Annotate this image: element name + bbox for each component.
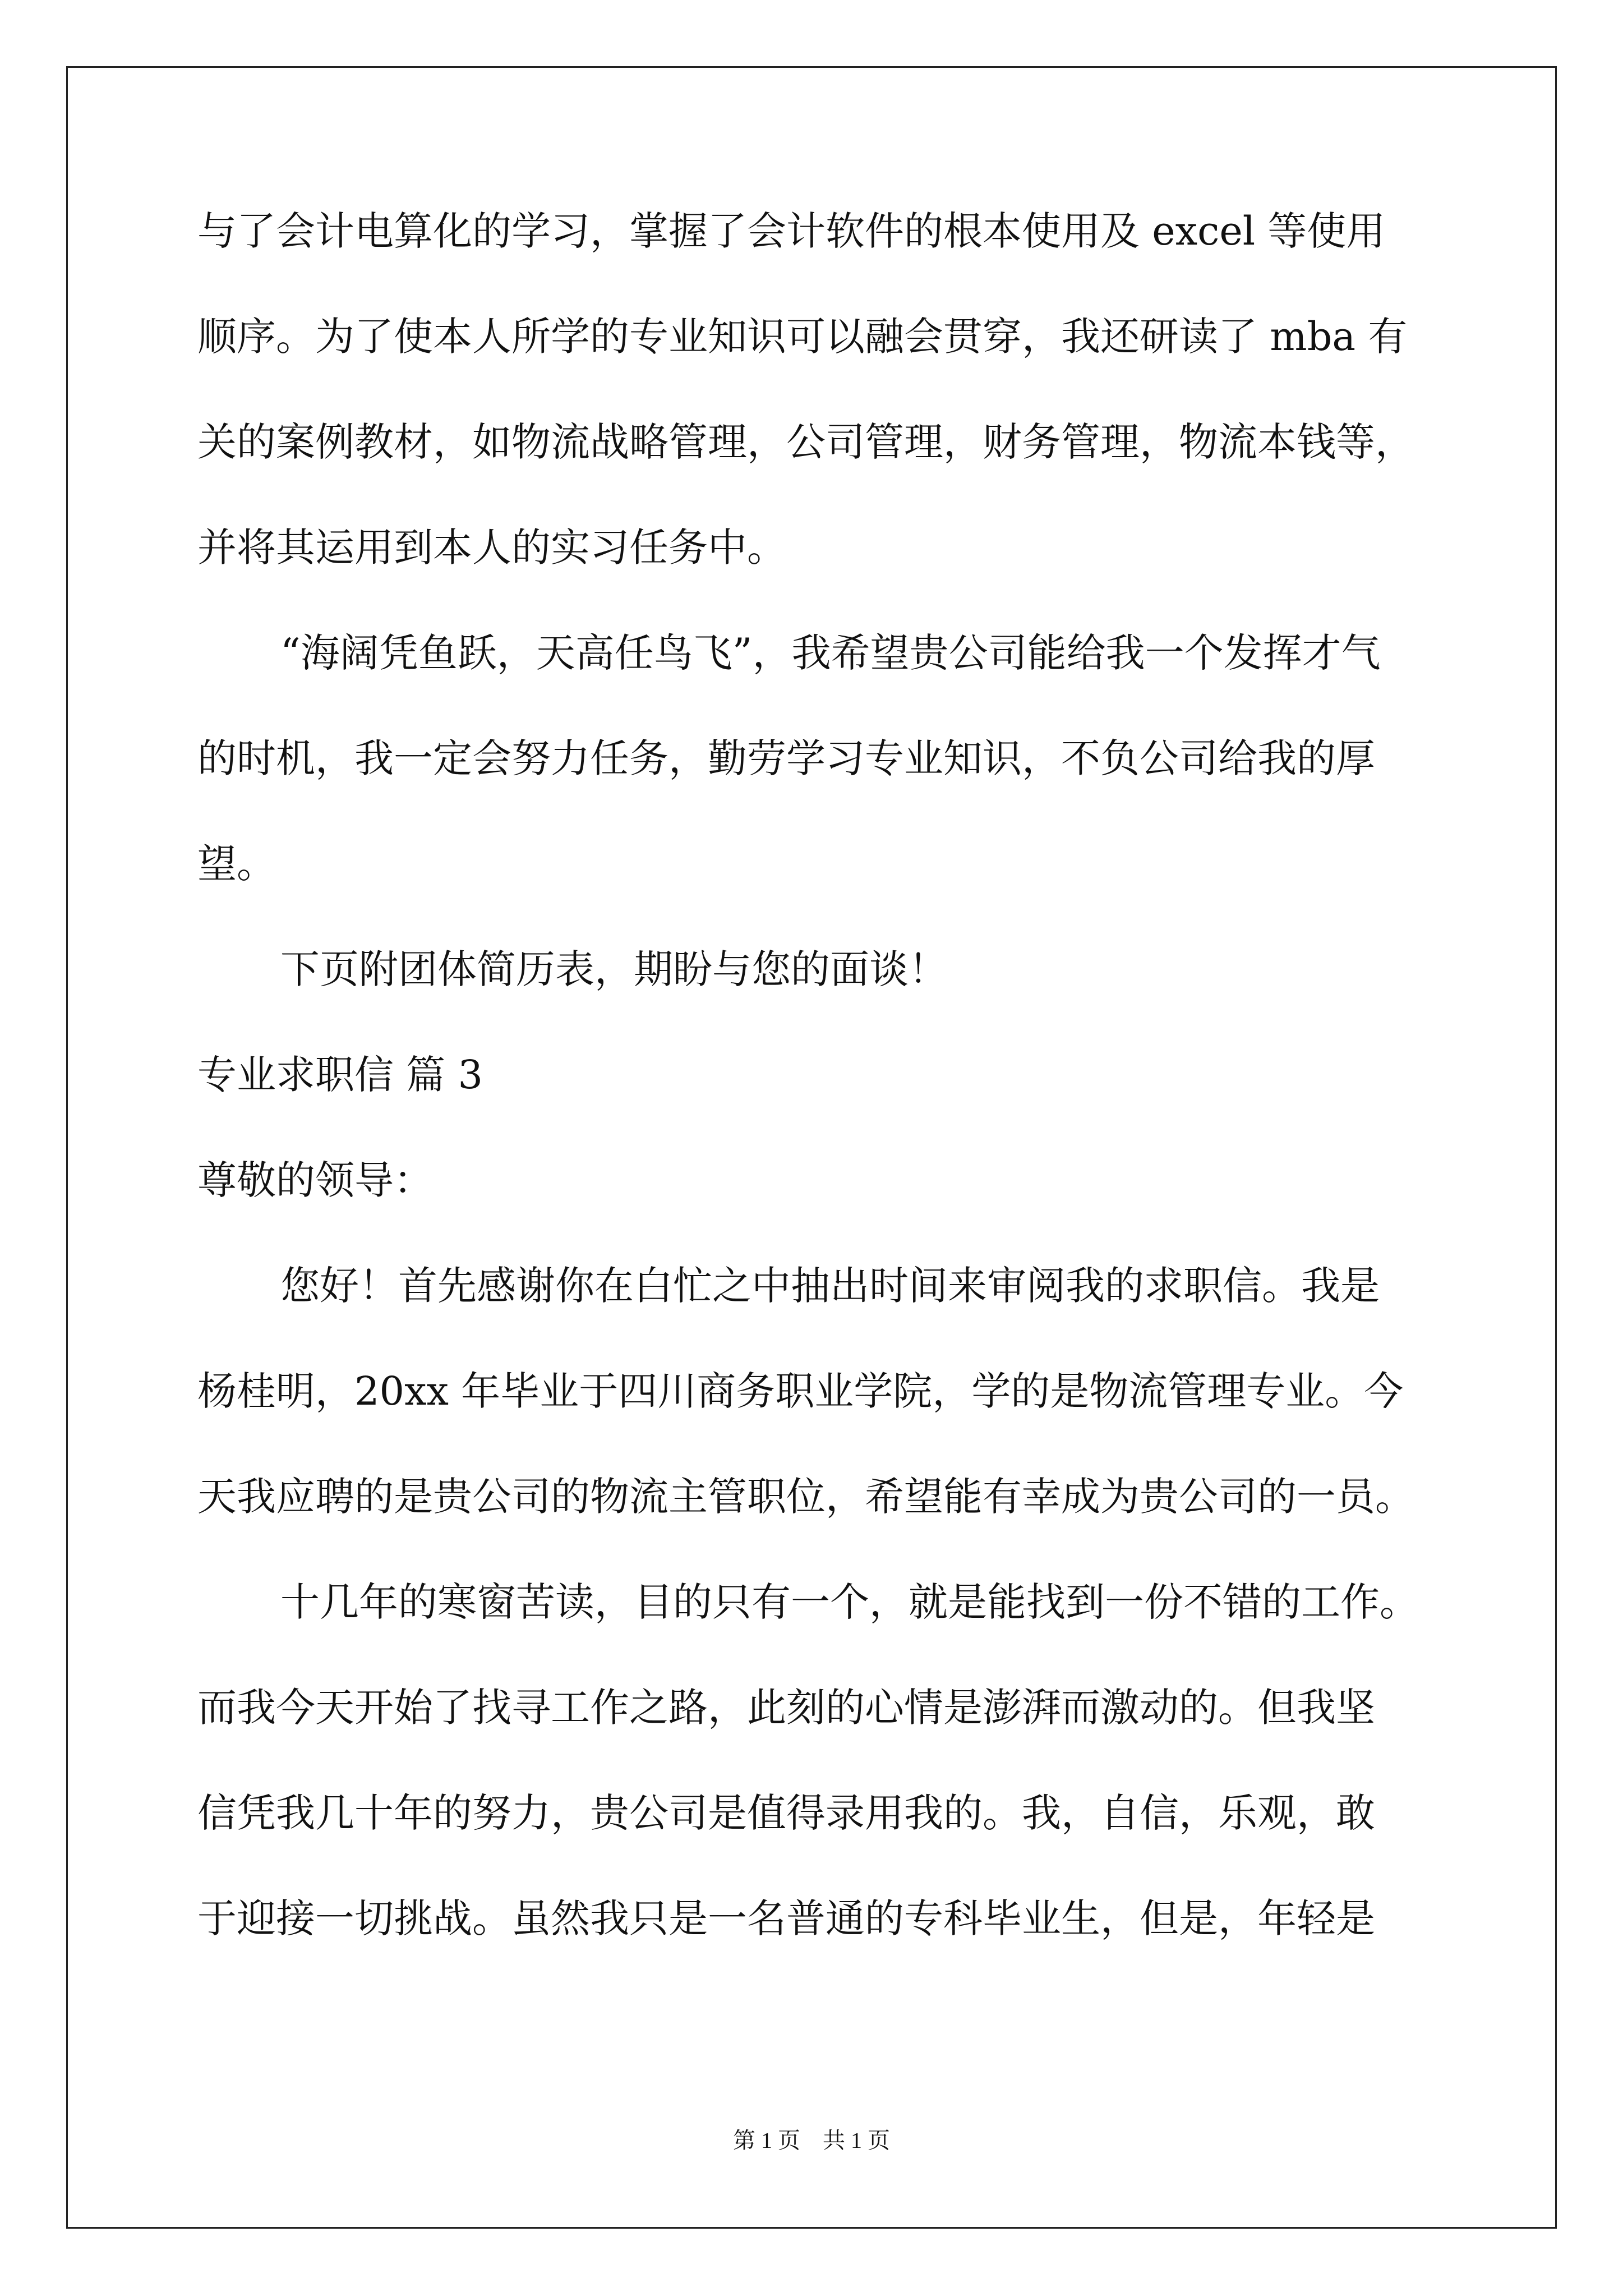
- section-heading: 专业求职信 篇 3: [197, 1052, 483, 1098]
- text-line: 望。: [197, 841, 276, 887]
- text-line: 顺序。为了使本人所学的专业知识可以融会贯穿，我还研读了 mba 有: [197, 314, 1408, 360]
- text-line: 关的案例教材，如物流战略管理，公司管理，财务管理，物流本钱等，: [197, 419, 1414, 465]
- page-number-footer: 第 1 页 共 1 页: [733, 2128, 890, 2153]
- text-line: 而我今天开始了找寻工作之路，此刻的心情是澎湃而激动的。但我坚: [197, 1685, 1375, 1731]
- salutation: 尊敬的领导：: [197, 1157, 433, 1203]
- text-line: 并将其运用到本人的实习任务中。: [197, 524, 786, 570]
- text-line: 十几年的寒窗苦读，目的只有一个，就是能找到一份不错的工作。: [280, 1579, 1419, 1625]
- text-line: 的时机，我一定会努力任务，勤劳学习专业知识，不负公司给我的厚: [197, 735, 1375, 781]
- text-line: 杨桂明，20xx 年毕业于四川商务职业学院，学的是物流管理专业。今: [197, 1368, 1404, 1414]
- text-line: 于迎接一切挑战。虽然我只是一名普通的专科毕业生，但是，年轻是: [197, 1895, 1375, 1941]
- text-line: 下页附团体简历表，期盼与您的面谈！: [280, 946, 948, 992]
- text-line: 您好！首先感谢你在白忙之中抽出时间来审阅我的求职信。我是: [280, 1263, 1380, 1309]
- text-line: 与了会计电算化的学习，掌握了会计软件的根本使用及 excel 等使用: [197, 208, 1386, 254]
- text-line: 天我应聘的是贵公司的物流主管职位，希望能有幸成为贵公司的一员。: [197, 1474, 1414, 1520]
- text-line: 信凭我几十年的努力，贵公司是值得录用我的。我，自信，乐观，敢: [197, 1790, 1375, 1836]
- text-line: “海阔凭鱼跃，天高任鸟飞”，我希望贵公司能给我一个发挥才气: [280, 630, 1381, 676]
